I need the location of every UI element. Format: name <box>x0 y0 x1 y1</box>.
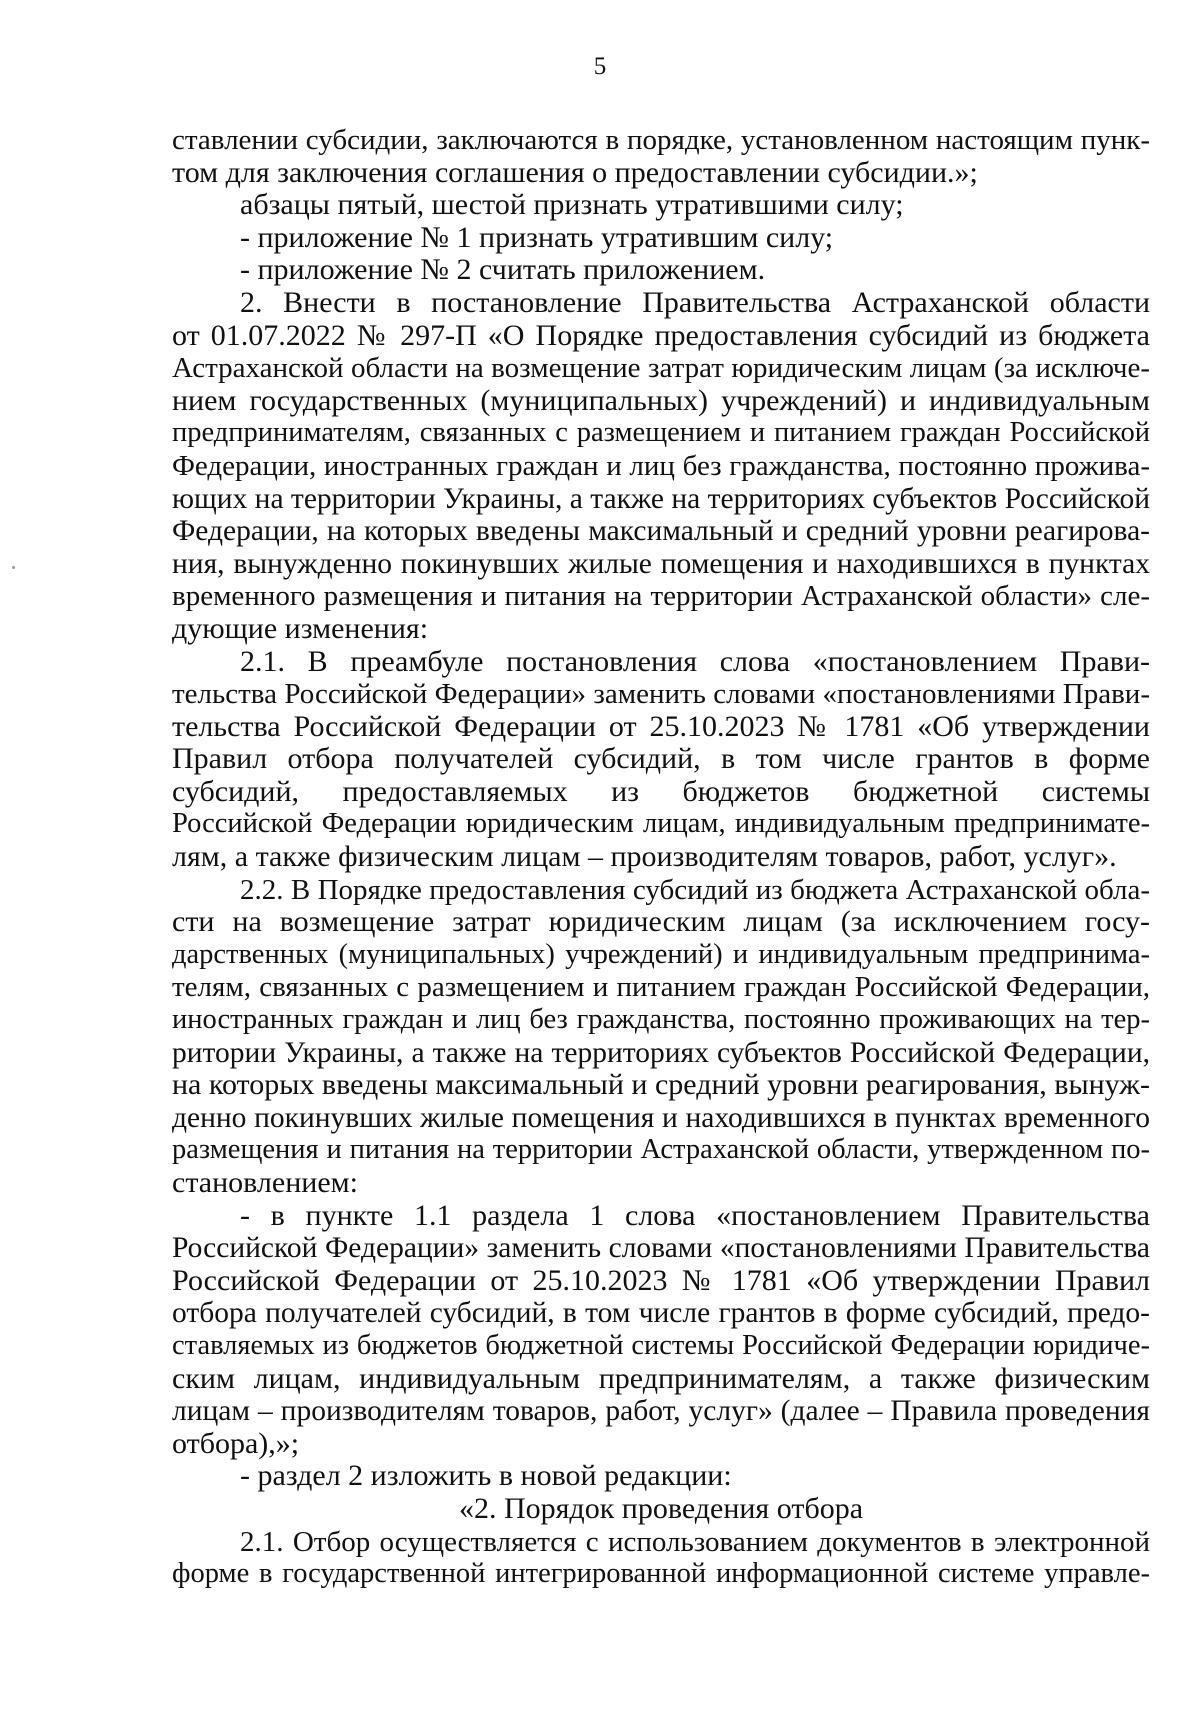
document-body <box>172 124 1150 1591</box>
text-line: иностранных граждан и лиц без гражданства, постоянно проживающих на тер- <box>172 1004 1150 1036</box>
text-line: телям, связанных с размещением и питанием граждан Российской Федерации, <box>172 971 1150 1004</box>
text-line: ставляемых из бюджетов бюджетной системы Российской Федерации юридиче- <box>172 1329 1150 1361</box>
text-line: становлением: <box>172 1166 358 1199</box>
text-line: предпринимателям, связанных с размещением и питанием граждан Российской <box>172 417 1150 449</box>
text-line: ющих на территории Украины, а также на территориях субъектов Российской <box>172 482 1150 515</box>
text-line: Астраханской области на возмещение затрат юридическим лицам (за исключе- <box>172 352 1150 385</box>
text-line: дующие изменения: <box>172 611 429 645</box>
text-line: Российской Федерации юридическим лицам, индивидуальным предпринимате- <box>172 808 1150 840</box>
text-line: - приложение № 1 признать утратившим силу; <box>240 220 834 254</box>
text-line: - приложение № 2 считать приложением. <box>240 253 766 287</box>
text-line: ния, вынужденно покинувших жилые помещения и находившихся в пунктах <box>172 547 1150 580</box>
text-line: ставлении субсидии, заключаются в порядке, установленном настоящим пунк- <box>172 124 1150 156</box>
text-line: ским лицам, индивидуальным предпринимателям, а также физическим <box>172 1361 1150 1395</box>
text-line: форме в государственной интегрированной информационной системе управле- <box>172 1558 1150 1590</box>
text-line: отбора получателей субсидий, в том числе грантов в форме субсидий, предо- <box>172 1297 1150 1330</box>
text-line: Федерации, на которых введены максимальный и средний уровни реагирова- <box>172 515 1150 548</box>
text-line: временного размещения и питания на территории Астраханской области» сле- <box>172 580 1150 613</box>
text-line: том для заключения соглашения о предоставлении субсидии.»; <box>172 155 978 189</box>
text-line: Российской Федерации» заменить словами «постановлениями Правительства <box>172 1232 1150 1265</box>
text-line: Правил отбора получателей субсидий, в том числе грантов в форме <box>172 742 1150 776</box>
text-line: тельства Российской Федерации» заменить словами «постановлениями Прави- <box>172 678 1150 711</box>
text-line: 2.2. В Порядке предоставления субсидий из бюджета Астраханской обла- <box>240 873 1150 906</box>
text-line: субсидий, предоставляемых из бюджетов бюджетной системы <box>172 774 1150 808</box>
text-line: - в пункте 1.1 раздела 1 слова «постановлением Правительства <box>240 1198 1150 1232</box>
scan-margin-mark <box>12 566 15 569</box>
text-line: Федерации, иностранных граждан и лиц без гражданства, постоянно прожива- <box>172 449 1150 482</box>
text-line: «2. Порядок проведения отбора <box>458 1491 864 1525</box>
text-line: отбора),»; <box>172 1426 300 1460</box>
text-line: денно покинувших жилые помещения и находившихся в пунктах временного <box>172 1101 1150 1134</box>
text-line: тельства Российской Федерации от 25.10.2023 № 1781 «Об утверждении <box>172 709 1150 743</box>
text-line: 2. Внести в постановление Правительства Астраханской области <box>240 285 1150 319</box>
text-line: 2.1. В преамбуле постановления слова «постановлением Прави- <box>240 644 1150 678</box>
text-line: лицам – производителям товаров, работ, услуг» (далее – Правила проведения <box>172 1395 1150 1428</box>
text-line: сти на возмещение затрат юридическим лицам (за исключением госу- <box>172 905 1150 939</box>
text-line: абзацы пятый, шестой признать утратившими силу; <box>240 188 904 222</box>
text-line: 2.1. Отбор осуществляется с использованием документов в электронной <box>240 1525 1150 1558</box>
page-number: 5 <box>593 53 607 80</box>
text-line: на которых введены максимальный и средний уровни реагирования, вынуж- <box>172 1068 1150 1102</box>
text-line: нием государственных (муниципальных) учреждений) и индивидуальным <box>172 383 1150 417</box>
text-line: - раздел 2 изложить в новой редакции: <box>240 1459 732 1493</box>
text-line: Российской Федерации от 25.10.2023 № 1781 «Об утверждении Правил <box>172 1263 1150 1297</box>
text-line: ритории Украины, а также на территориях субъектов Российской Федерации, <box>172 1036 1150 1069</box>
text-line: размещения и питания на территории Астраханской области, утвержденном по- <box>172 1134 1150 1166</box>
text-line: дарственных (муниципальных) учреждений) и индивидуальным предпринима- <box>172 938 1150 970</box>
text-line: лям, а также физическим лицам – производителям товаров, работ, услуг». <box>172 840 1117 874</box>
text-line: от 01.07.2022 № 297-П «О Порядке предоставления субсидий из бюджета <box>172 318 1150 352</box>
